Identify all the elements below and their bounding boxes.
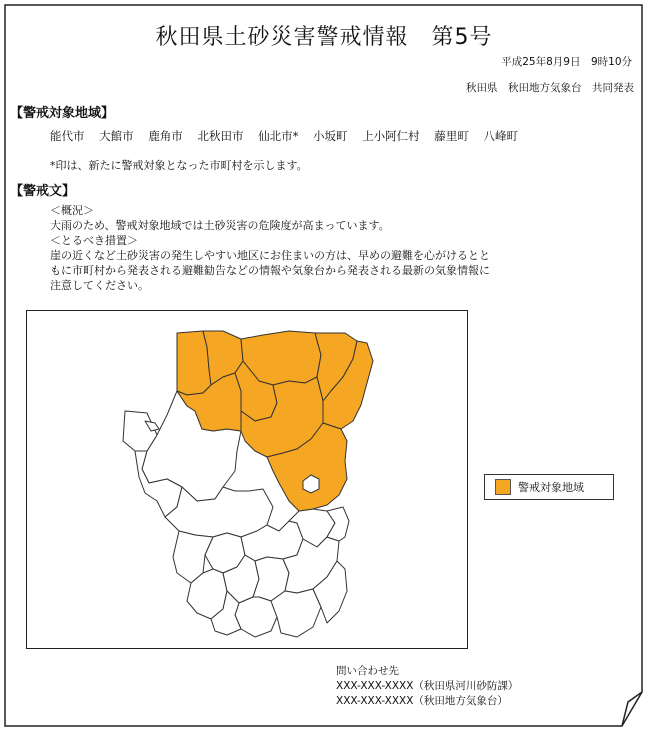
area-item: 上小阿仁村 <box>362 129 420 143</box>
new-area-note: *印は、新たに警戒対象となった市町村を示します。 <box>50 159 308 172</box>
area-item: 八峰町 <box>483 129 518 143</box>
action-line: もに市町村から発表される避難勧告などの情報や気象台から発表される最新の気象情報に <box>50 264 490 277</box>
action-label: ＜とるべき措置＞ <box>50 234 138 247</box>
summary-text: 大雨のため、警戒対象地域では土砂災害の危険度が高まっています。 <box>50 219 390 232</box>
akita-map <box>27 311 467 648</box>
summary-label: ＜概況＞ <box>50 204 94 217</box>
area-item: 北秋田市 <box>197 129 244 143</box>
issuer: 秋田県 秋田地方気象台 共同発表 <box>466 82 634 94</box>
target-areas-heading: 【警戒対象地域】 <box>10 106 115 121</box>
target-areas-list <box>50 128 529 144</box>
area-item: 大館市 <box>99 129 134 143</box>
contact-heading: 問い合わせ先 <box>336 665 399 677</box>
area-item: 能代市 <box>50 129 85 143</box>
contact-line: XXX-XXX-XXXX（秋田県河川砂防課） <box>336 680 519 692</box>
action-line: 注意してください。 <box>50 279 149 292</box>
area-item: 鹿角市 <box>148 129 183 143</box>
warning-map <box>26 310 468 649</box>
area-item: 藤里町 <box>434 129 469 143</box>
warning-text <box>50 203 590 293</box>
map-legend <box>484 474 614 500</box>
document-title: 秋田県土砂災害警戒情報 第5号 <box>155 25 493 50</box>
warning-text-heading: 【警戒文】 <box>10 184 76 199</box>
document-sheet <box>4 4 644 728</box>
contact-info <box>336 664 518 709</box>
legend-label: 警戒対象地域 <box>518 481 584 494</box>
contact-line: XXX-XXX-XXXX（秋田地方気象台） <box>336 695 508 707</box>
legend-swatch <box>495 479 511 495</box>
issue-date: 平成25年8月9日 9時10分 <box>501 56 632 68</box>
area-item: 小坂町 <box>313 129 348 143</box>
action-line: 崖の近くなど土砂災害の発生しやすい地区にお住まいの方は、早めの避難を心がけるとと <box>50 249 490 262</box>
area-item: 仙北市* <box>258 129 299 143</box>
